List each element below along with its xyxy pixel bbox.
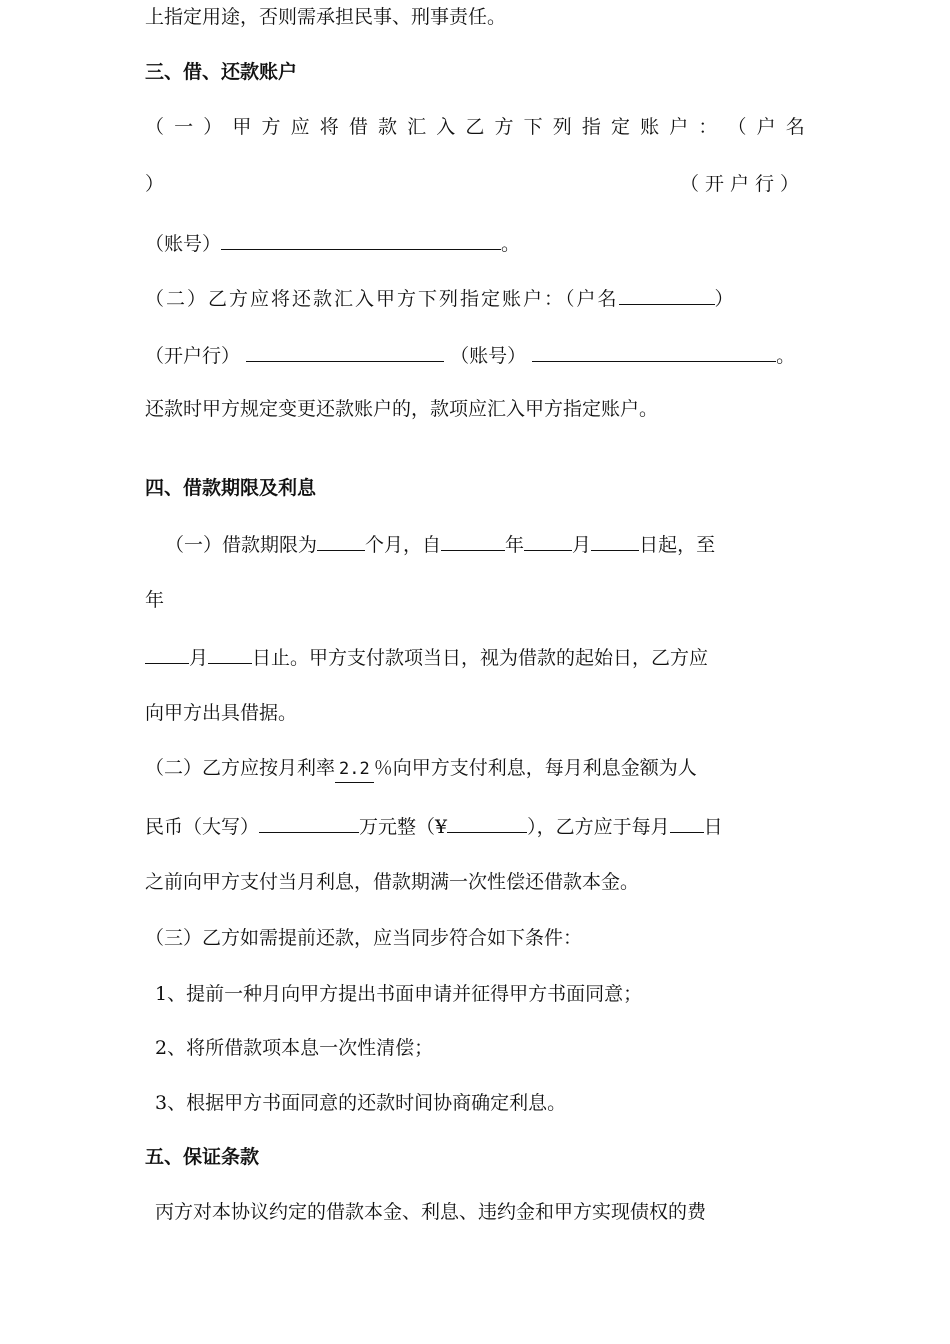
text-fragment: （二）乙方应将还款汇入甲方下列指定账户：（户名 [145, 288, 619, 310]
blank-field-end-day [208, 643, 252, 664]
text-fragment: （开户行） [145, 345, 241, 367]
list-item: 3、根据甲方书面同意的还款时间协商确定利息。 [155, 1092, 567, 1114]
spread-char: 列 [552, 116, 572, 138]
spread-char: 定 [611, 116, 631, 138]
paragraph-line: 上指定用途，否则需承担民事、刑事责任。 [145, 6, 507, 28]
paragraph-line [145, 229, 805, 257]
blank-field-months [317, 530, 365, 551]
text-fragment: 万元整（¥ [359, 816, 448, 838]
paragraph-line [145, 530, 825, 558]
spread-char: 下 [523, 116, 543, 138]
spread-char: 入 [436, 116, 456, 138]
text-fragment: ） [145, 173, 165, 195]
spread-char: 应 [290, 116, 310, 138]
text-fragment: （开户行） [679, 173, 805, 195]
blank-field-account-number [532, 341, 776, 362]
spread-char: 将 [319, 116, 339, 138]
paragraph-line: 之前向甲方支付当月利息，借款期满一次性偿还借款本金。 [145, 871, 640, 893]
blank-field-account-name [619, 284, 715, 305]
paragraph-line: 年 [145, 589, 165, 611]
blank-field-amount-figures [447, 812, 527, 833]
text-fragment: （二）乙方应按月利率 [145, 757, 336, 779]
blank-field-amount-words [259, 812, 359, 833]
spread-char: 户 [669, 116, 689, 138]
paragraph-line [145, 171, 805, 197]
text-fragment: ） [714, 288, 734, 310]
paragraph-line: 向甲方出具借据。 [145, 702, 298, 724]
blank-field-bank [246, 341, 444, 362]
text-fragment: 。 [776, 345, 796, 367]
spread-char: （ [145, 116, 165, 138]
blank-field-end-month [145, 643, 189, 664]
paragraph-line: 还款时甲方规定变更还款账户的，款项应汇入甲方指定账户。 [145, 398, 659, 420]
paragraph-line: 丙方对本协议约定的借款本金、利息、违约金和甲方实现债权的费 [155, 1201, 707, 1223]
blank-field-payment-day [670, 812, 704, 833]
section-heading-4: 四、借款期限及利息 [145, 477, 317, 499]
text-fragment: 民币（大写） [145, 816, 260, 838]
spread-char: 方 [261, 116, 281, 138]
paragraph-line [145, 755, 805, 783]
text-fragment: 月 [189, 647, 209, 669]
paragraph-line: （三）乙方如需提前还款，应当同步符合如下条件： [145, 927, 583, 949]
paragraph-line [145, 341, 805, 369]
spread-char: 乙 [465, 116, 485, 138]
blank-field-start-day [591, 530, 639, 551]
blank-field-start-month [524, 530, 572, 551]
spread-char: 方 [494, 116, 514, 138]
text-fragment: 。 [501, 233, 521, 255]
spread-char: 指 [581, 116, 601, 138]
spread-char: 甲 [232, 116, 252, 138]
text-fragment: （一）借款期限为 [165, 534, 318, 556]
paragraph-line-spread [145, 114, 805, 140]
paragraph-line [145, 643, 805, 671]
text-fragment: ％向甲方支付利息，每月利息金额为人 [373, 757, 697, 779]
spread-char: 汇 [407, 116, 427, 138]
spread-char: ： [698, 116, 718, 138]
filled-field-monthly-rate: 2.2 [335, 756, 374, 783]
section-heading-5: 五、保证条款 [145, 1146, 260, 1168]
blank-field-start-year [441, 530, 505, 551]
spread-char: 名 [785, 116, 805, 138]
spread-char: ） [203, 116, 223, 138]
spread-char: 账 [640, 116, 660, 138]
paragraph-line [145, 284, 805, 312]
list-item: 2、将所借款项本息一次性清偿； [155, 1037, 434, 1059]
text-fragment: 日止。甲方支付款项当日，视为借款的起始日，乙方应 [252, 647, 709, 669]
text-fragment: 个月，自 [365, 534, 442, 556]
spread-char: 款 [378, 116, 398, 138]
list-item: 1、提前一种月向甲方提出书面申请并征得甲方书面同意； [155, 983, 643, 1005]
section-heading-3: 三、借、还款账户 [145, 61, 298, 83]
blank-field-account [221, 229, 501, 250]
spread-char: （ [727, 116, 747, 138]
text-fragment: 日 [703, 816, 723, 838]
spread-char: 一 [174, 116, 194, 138]
spread-char: 户 [756, 116, 776, 138]
spread-char: 借 [348, 116, 368, 138]
text-fragment: 日起，至 [639, 534, 716, 556]
text-fragment: （账号） [450, 345, 527, 367]
text-fragment: ），乙方应于每月 [527, 816, 670, 838]
text-fragment: 年 [505, 534, 525, 556]
text-fragment: 月 [572, 534, 592, 556]
paragraph-line [145, 812, 805, 840]
text-fragment: （账号） [145, 233, 222, 255]
